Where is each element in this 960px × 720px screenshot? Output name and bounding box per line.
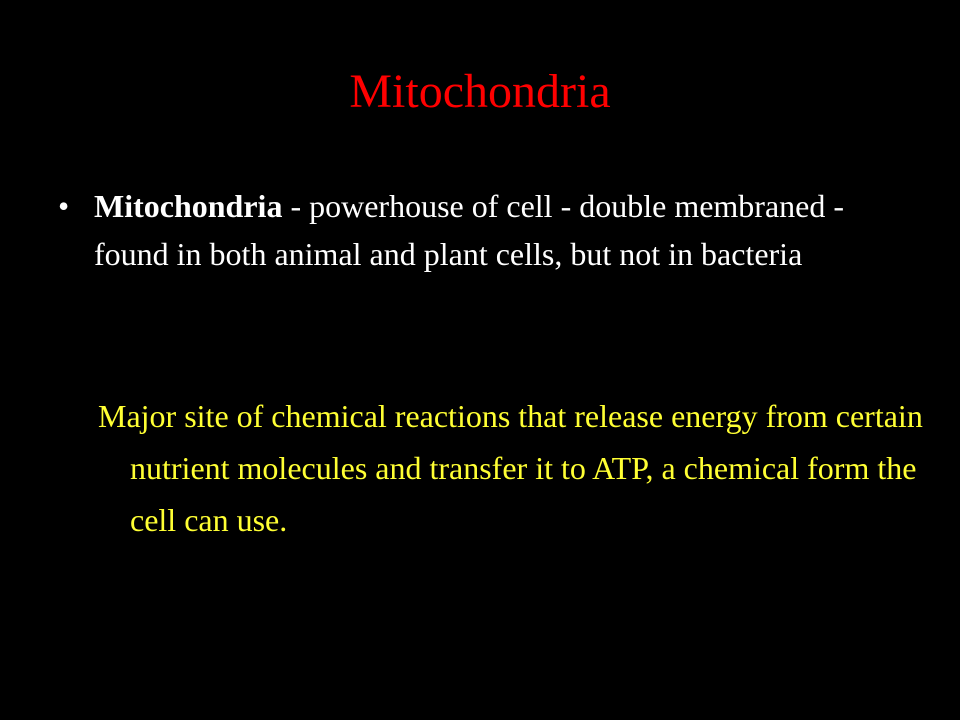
bullet-description: - powerhouse of cell - double membraned - found in both animal and plant cells, but not in bacteria: [94, 188, 845, 272]
bullet-marker: •: [58, 188, 70, 224]
detail-paragraph: Major site of chemical reactions that release energy from certain nutrient molecules and transfer it to ATP, a chemical form the cell can use.: [98, 398, 923, 538]
bullet-term: Mitochondria: [94, 188, 283, 224]
slide-title: Mitochondria: [349, 65, 611, 118]
bullet-text: [94, 182, 878, 278]
